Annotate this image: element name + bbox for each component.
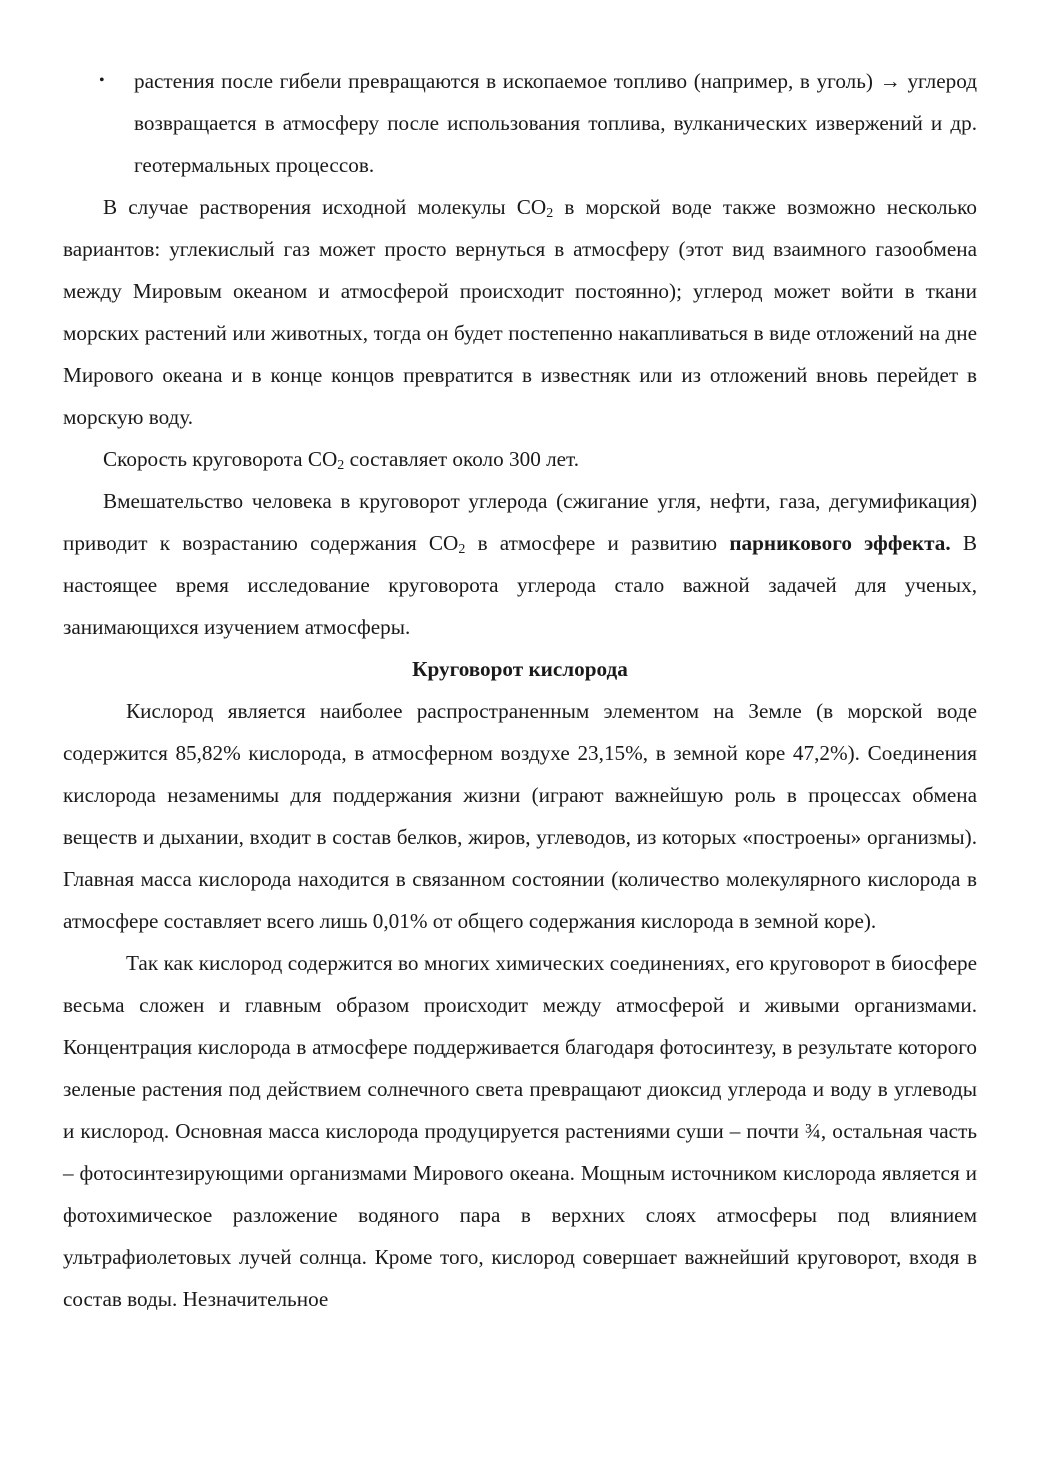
bullet-item [63, 60, 977, 186]
document-page [63, 60, 977, 1320]
paragraph-co2-rate: Скорость круговорота $CO_2$ составляет около 300 лет. [103, 447, 580, 473]
paragraph-oxygen-cycle: Так как кислород содержится во многих химических соединениях, его круговорот в биосфере весьма сложен и главным образом происходит между атмосферой и живыми организмами. Концентрация кислорода в атмосфере поддерживается благодаря фотосинтезу, в результате которого зеленые растения под действием солнечного света превращают диоксид углерода и воду в углеводы и кислород. Основная масса кислорода продуцируется растениями суши – почти ¾, остальная часть – фотосинтезирующими организмами Мирового океана. Мощным источником кислорода является и фотохимическое разложение водяного пара в верхних слоях атмосферы под влиянием ультрафиолетовых лучей солнца. Кроме того, кислород совершает важнейший круговорот, входя в состав воды. Незначительное [63, 951, 977, 1311]
greenhouse-effect-term: парникового эффекта. [729, 531, 951, 555]
bullet-text: растения после гибели превращаются в ископаемое топливо (например, в уголь) → углерод возвращается в атмосферу после использования топлива, вулканических извержений и др. геотермальных процессов. [134, 69, 977, 177]
section-heading: Круговорот кислорода [412, 657, 628, 681]
paragraph-co2-dissolution: В случае растворения исходной молекулы $CO_2$ в морской воде также возможно несколько вариантов: углекислый газ может просто вернуться в атмосферу (этот вид взаимного газообмена между Мировым океаном и атмосферой происходит постоянно); углерод может войти в ткани морских растений или животных, тогда он будет постепенно накапливаться в виде отложений на дне Мирового океана и в конце концов превратится в известняк или из отложений вновь перейдет в морскую воду. [63, 195, 977, 429]
paragraph-oxygen-abundance: Кислород является наиболее распространенным элементом на Земле (в морской воде содержится 85,82% кислорода, в атмосферном воздухе 23,15%, в земной коре 47,2%). Соединения кислорода незаменимы для поддержания жизни (играют важнейшую роль в процессах обмена веществ и дыхании, входит в состав белков, жиров, углеводов, из которых «построены» организмы). Главная масса кислорода находится в связанном состоянии (количество молекулярного кислорода в атмосфере составляет всего лишь 0,01% от общего содержания кислорода в земной коре). [63, 699, 977, 933]
paragraph-human-impact: Вмешательство человека в круговорот углерода (сжигание угля, нефти, газа, дегумификация) приводит к возрастанию содержания $CO_2$ в атмосфере и развитию парникового эффекта. В настоящее время исследование круговорота углерода стало важной задачей для ученых, занимающихся изучением атмосферы. [63, 489, 978, 639]
bullet-icon: • [99, 72, 105, 89]
